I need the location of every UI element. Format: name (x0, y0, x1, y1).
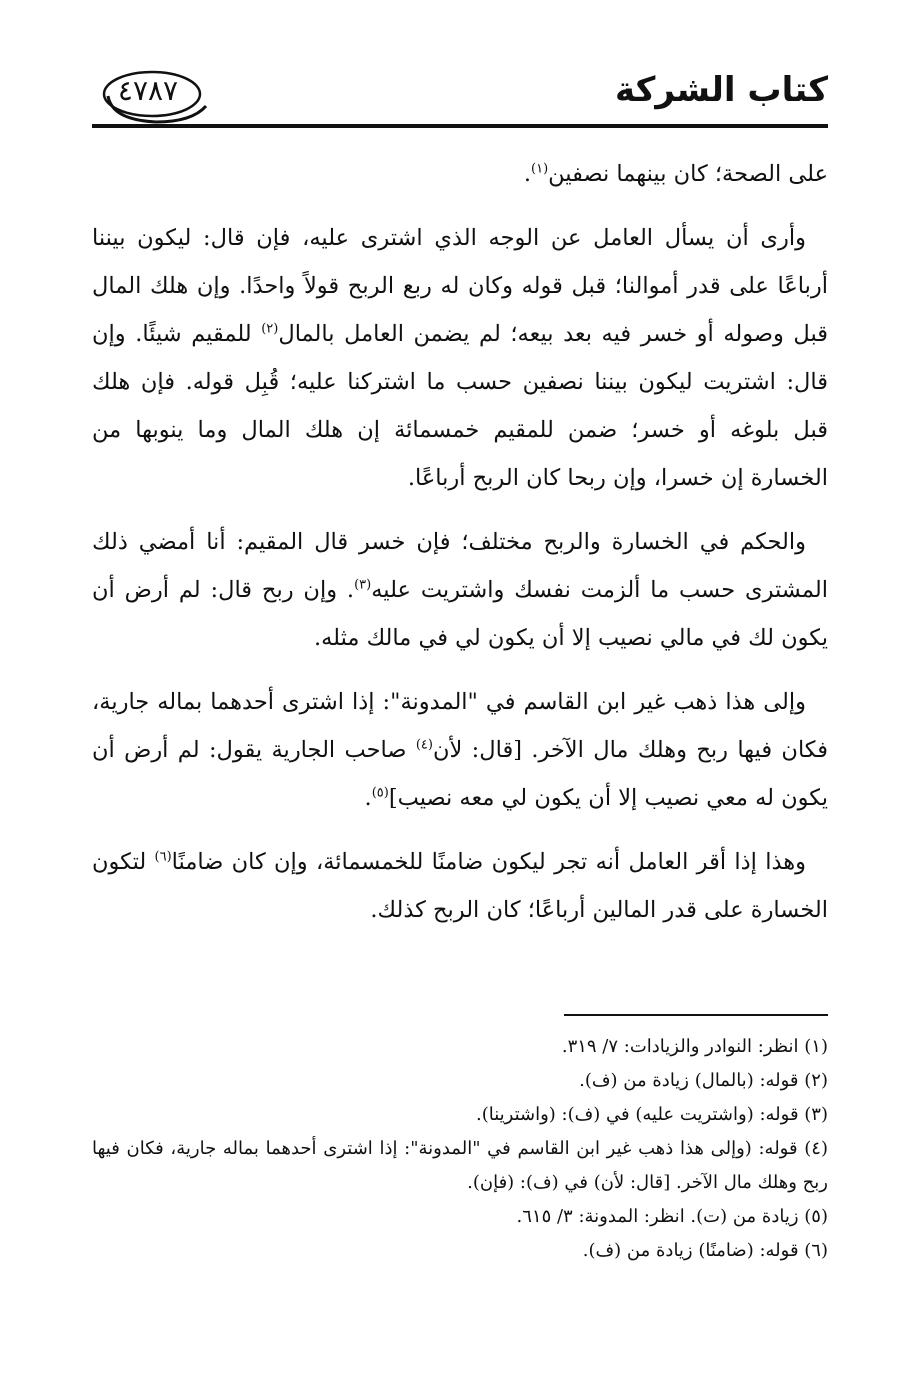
footnotes (92, 1030, 828, 1268)
running-title: كتاب الشركة (615, 70, 828, 110)
page-number: ٤٧٨٧ (117, 74, 179, 107)
paragraph-3 (92, 518, 828, 662)
footnote: (١) انظر: النوادر والزيادات: ٧/ ٣١٩. (561, 1036, 828, 1057)
footnote: (٥) زيادة من (ت). انظر: المدونة: ٣/ ٦١٥. (516, 1206, 828, 1227)
paragraph-text: وإلى هذا ذهب غير ابن القاسم في "المدونة": إذا اشترى أحدهما بماله جارية، فكان فيها ربح وهلك مال الآخر. [قال: لأن (92, 689, 828, 763)
footnote-ref: (٣) (354, 577, 372, 593)
paragraph-text: وهذا إذا أقر العامل أنه تجر ليكون ضامنًا للخمسمائة، وإن كان ضامنًا (171, 849, 807, 875)
main-text (92, 150, 828, 950)
paragraph-4 (92, 678, 828, 822)
page-number-badge (98, 66, 198, 120)
footnote-ref: (٥) (371, 785, 389, 801)
paragraph-text: على الصحة؛ كان بينهما نصفين (548, 161, 828, 187)
page-header (92, 62, 828, 128)
footnote: (٤) قوله: (وإلى هذا ذهب غير ابن القاسم في "المدونة": إذا اشترى أحدهما بماله جارية، فكان فيها ربح وهلك مال الآخر. [قال: لأن) في (ف): (فإن). (92, 1138, 828, 1193)
header-rule (92, 124, 828, 128)
paragraph-text: للمقيم شيئًا. وإن قال: اشتريت ليكون بيننا نصفين حسب ما اشتركنا عليه؛ قُبِل قوله. فإن هلك قبل بلوغه أو خسر؛ ضمن للمقيم خمسمائة إن هلك المال وما ينوبها من الخسارة إن خسرا، وإن ربحا كان الربح أرباعًا. (92, 321, 828, 491)
paragraph-text: صاحب الجارية يقول: لم أرض أن يكون له معي نصيب إلا أن يكون لي معه نصيب] (92, 737, 828, 811)
paragraph-text: . وإن ربح قال: لم أرض أن يكون لك في مالي نصيب إلا أن يكون لي في مالك مثله. (92, 577, 828, 651)
footnote: (٦) قوله: (ضامنًا) زيادة من (ف). (582, 1240, 828, 1261)
footnote: (٢) قوله: (بالمال) زيادة من (ف). (579, 1070, 828, 1091)
footnote-ref: (٦) (154, 849, 172, 865)
paragraph-2 (92, 214, 828, 502)
paragraph-text: . (523, 161, 532, 187)
paragraph-1 (92, 150, 828, 198)
paragraph-text: وأرى أن يسأل العامل عن الوجه الذي اشترى عليه، فإن قال: ليكون بيننا أرباعًا على قدر أموالنا؛ قبل قوله وكان له ربع الربح قولاً واحدًا. وإن هلك المال قبل وصوله أو خسر فيه بعد بيعه؛ لم يضمن العامل بالمال (92, 225, 828, 347)
footnote: (٣) قوله: (واشتريت عليه) في (ف): (واشترينا). (475, 1104, 828, 1125)
paragraph-text: والحكم في الخسارة والربح مختلف؛ فإن خسر قال المقيم: أنا أمضي ذلك المشترى حسب ما ألزمت نفسك واشتريت عليه (92, 529, 828, 603)
paragraph-text: . (364, 785, 372, 811)
paragraph-5 (92, 838, 828, 934)
footnote-separator (564, 1014, 828, 1016)
footnote-ref: (٤) (415, 737, 433, 753)
footnote-ref: (٢) (261, 321, 279, 337)
paragraph-text: لتكون الخسارة على قدر المالين أرباعًا؛ كان الربح كذلك. (92, 849, 828, 923)
footnote-ref: (١) (531, 161, 549, 177)
